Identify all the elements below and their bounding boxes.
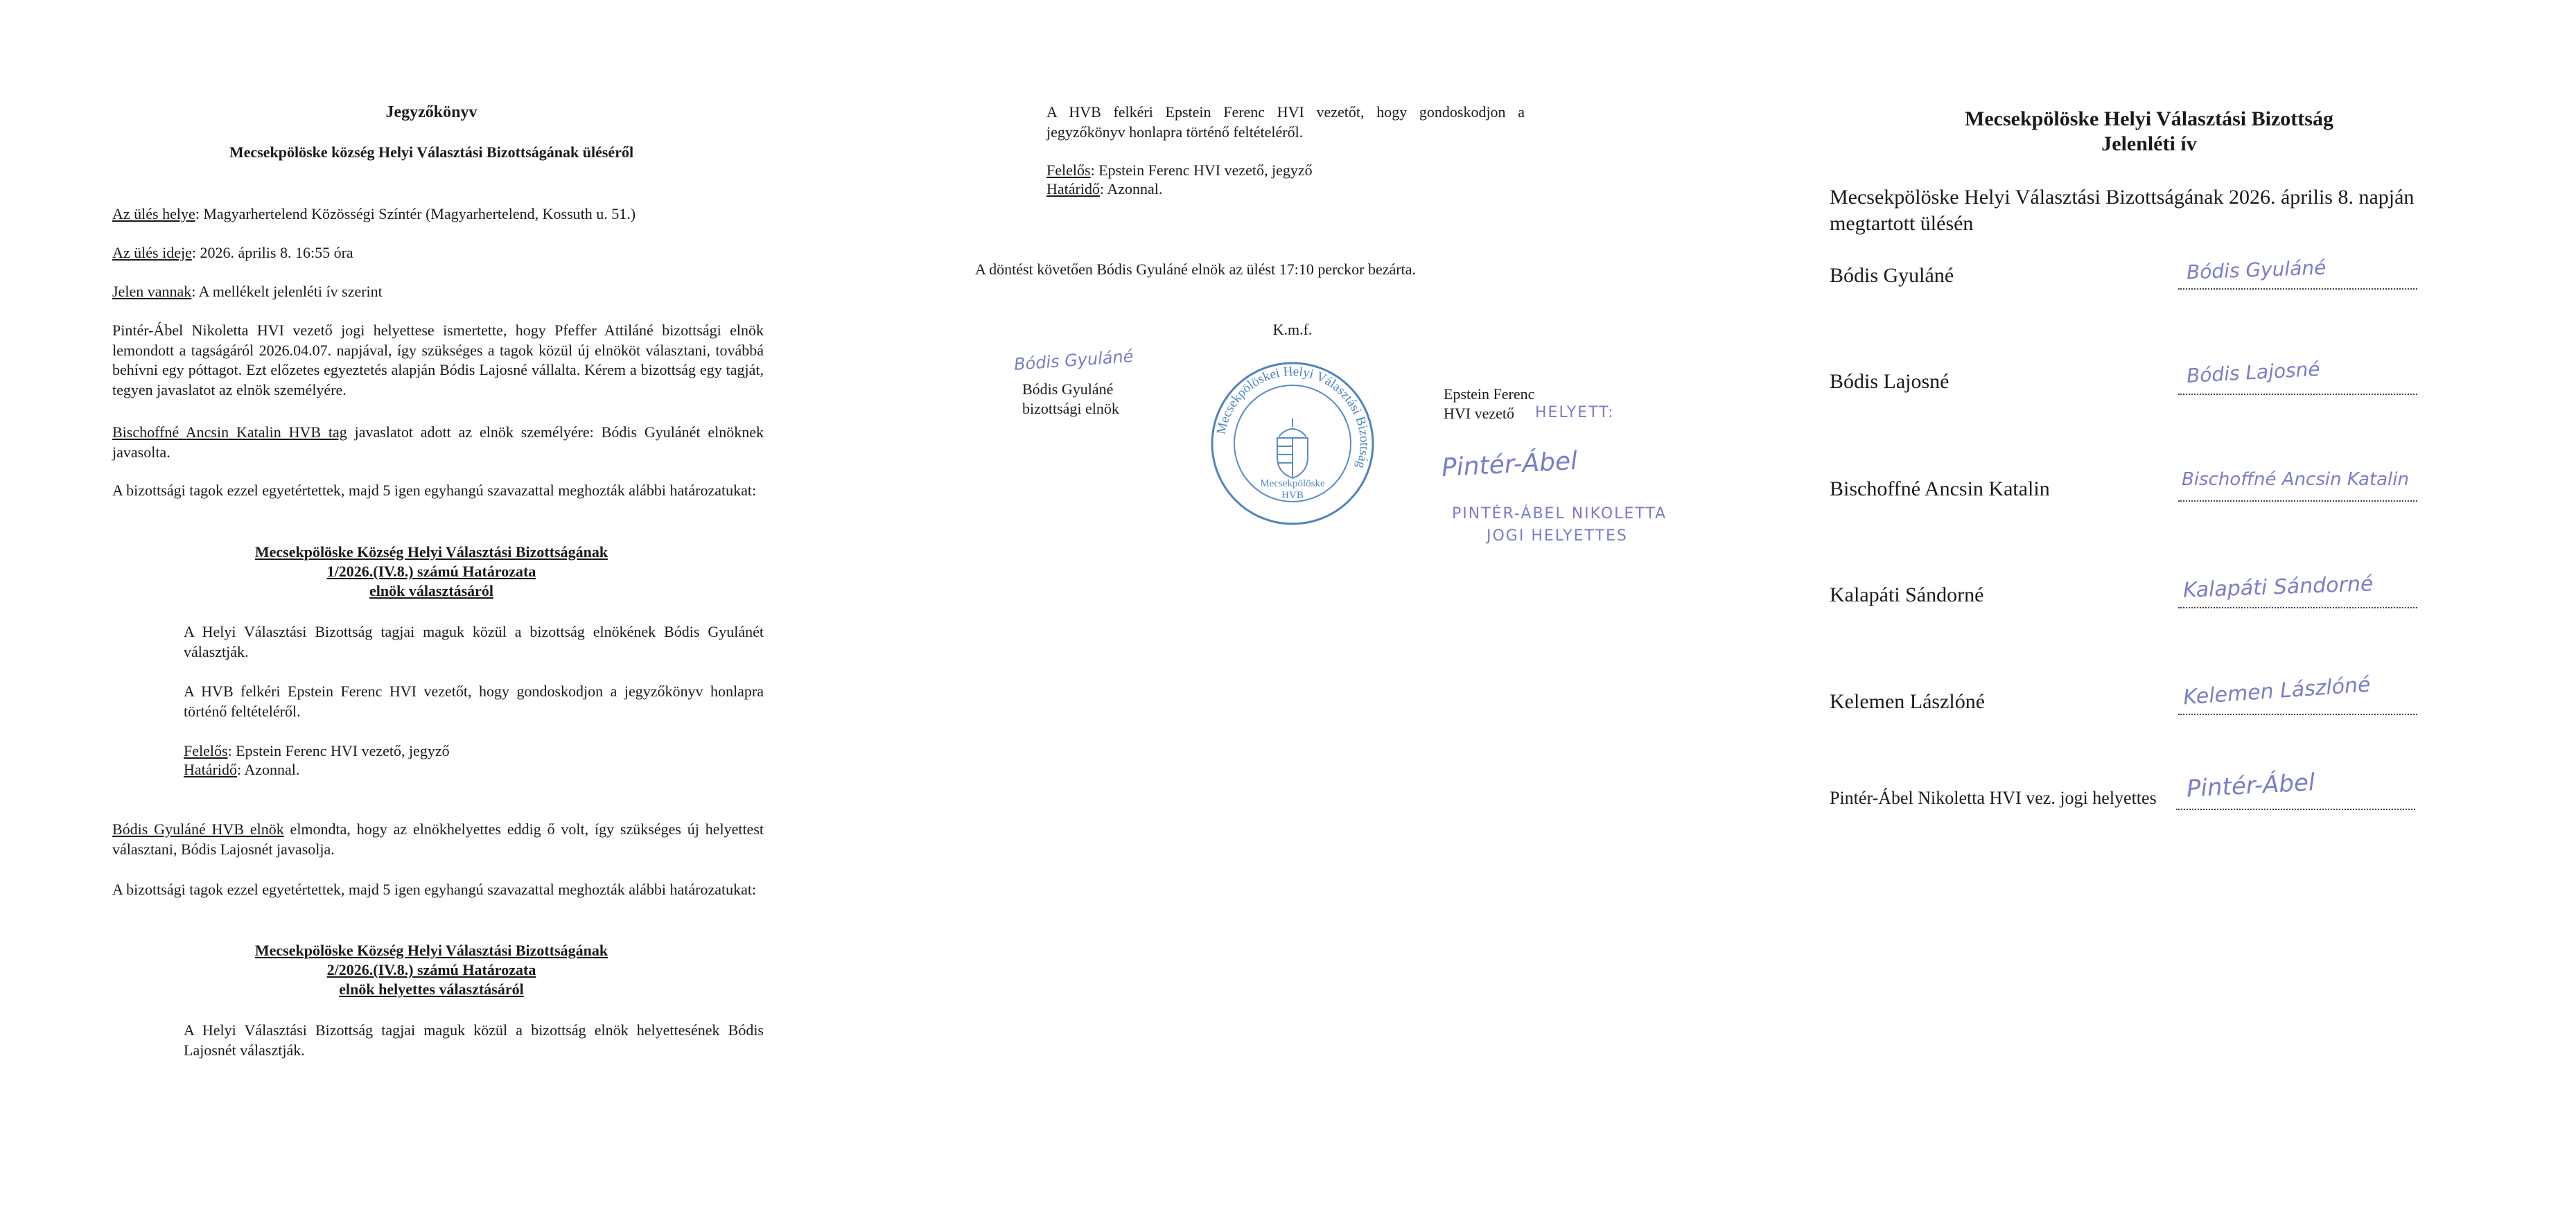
time-value: : 2026. április 8. 16:55 óra xyxy=(191,244,353,261)
document-title: Jegyzőkönyv xyxy=(385,103,477,121)
deadline-value: : Azonnal. xyxy=(236,761,300,778)
attendee-name: Kalapáti Sándorné xyxy=(1830,583,1984,606)
signature-line xyxy=(2178,607,2417,608)
paragraph-intro: Pintér-Ábel Nikoletta HVI vezető jogi helyettese ismertette, hogy Pfeffer Attiláné bizottsági elnök lemondott a tagságáról 2026.04.07. napjával, így szükséges a tagok közül új elnököt választani, továbbá behívni egy póttagot. Ezt előzetes egyeztetés alapján Bódis Lajosné vállalta. Kérem a bizottság egy tagját, tegyen javaslatot az elnök személyére. xyxy=(112,322,764,398)
attendee-name: Bódis Lajosné xyxy=(1830,370,1949,393)
attendee-signature: Bischoffné Ancsin Katalin xyxy=(2182,469,2409,490)
attendee-signature: Pintér-Ábel xyxy=(2186,768,2316,803)
resolution-2-text: A Helyi Választási Bizottság tagjai maguk közül a bizottság elnök helyettesének Bódis Lajosnét választják. xyxy=(184,1021,764,1059)
resolution-1-line-2: 1/2026.(IV.8.) számú Határozata xyxy=(326,563,536,580)
kmf-label: K.m.f. xyxy=(1272,321,1313,338)
paragraph-deputy xyxy=(112,820,764,859)
closing-statement: A döntést követően Bódis Gyuláné elnök az ülést 17:10 perckor bezárta. xyxy=(975,261,1416,278)
meeting-place xyxy=(112,204,636,225)
place-label: Az ülés helye xyxy=(112,205,195,222)
signer-1-name: Bódis Gyuláné xyxy=(1022,380,1114,398)
paragraph-vote-1: A bizottsági tagok ezzel egyetértettek, majd 5 igen egyhangú szavazattal meghozták alábbi határozatukat: xyxy=(112,482,757,499)
attendance-intro: Mecsekpölöske Helyi Választási Bizottságának 2026. április 8. napján megtartott ülésén xyxy=(1830,186,2415,236)
stamp-bottom-line-1: Mecsekpölöske xyxy=(1260,478,1325,489)
present-label: Jelen vannak xyxy=(112,283,192,300)
resolution-2-line-1: Mecsekpölöske Község Helyi Választási Bizottságának xyxy=(254,942,608,959)
attendee-name: Bódis Gyuláné xyxy=(1830,264,1954,287)
signature-line xyxy=(2178,288,2417,290)
signer-1-title: bizottsági elnök xyxy=(1022,400,1119,417)
proposer-label: Bischoffné Ancsin Katalin HVB tag xyxy=(112,423,347,441)
attendees-note xyxy=(112,282,383,302)
paragraph-vote-2: A bizottsági tagok ezzel egyetértettek, majd 5 igen egyhangú szavazattal meghozták alábbi határozatukat: xyxy=(112,881,757,898)
deputy-text: elmondta, hogy az elnökhelyettes eddig ő volt, így szükséges új helyettest választani, Bódis Lajosnét javasolja. xyxy=(112,820,764,858)
present-value: : A mellékelt jelenléti ív szerint xyxy=(191,283,383,300)
resolution-1-request: A HVB felkéri Epstein Ferenc HVI vezetőt, hogy gondoskodjon a jegyzőkönyv honlapra történő feltételéről. xyxy=(184,683,764,720)
signature-line xyxy=(2178,714,2417,715)
responsible-value: : Epstein Ferenc HVI vezető, jegyző xyxy=(227,742,450,759)
signature-line xyxy=(2178,500,2417,502)
responsible-label: Felelős xyxy=(1046,161,1091,179)
attendee-signature: Bódis Gyuláné xyxy=(2186,256,2327,284)
coat-of-arms-icon xyxy=(1277,419,1308,478)
hvb-stamp xyxy=(1209,360,1376,527)
proposal-text: javaslatot adott az elnök személyére: Bódis Gyulánét elnöknek javasolta. xyxy=(112,423,764,461)
deputy-printed-title: JOGI HELYETTES xyxy=(1487,527,1628,545)
attendee-signature: Bódis Lajosné xyxy=(2186,357,2321,388)
deputy-printed-name: PINTÉR-ÁBEL NIKOLETTA xyxy=(1452,505,1667,522)
deadline-line xyxy=(1046,179,1162,200)
resolution-1-line-3: elnök választásáról xyxy=(369,582,494,599)
resolution-1-line-1: Mecsekpölöske Község Helyi Választási Bizottságának xyxy=(254,543,608,561)
responsible-value: : Epstein Ferenc HVI vezető, jegyző xyxy=(1090,161,1313,179)
place-value: : Magyarhertelend Közösségi Színtér (Magyarhertelend, Kossuth u. 51.) xyxy=(195,205,636,222)
deadline-value: : Azonnal. xyxy=(1099,180,1163,197)
attendee-signature: Kalapáti Sándorné xyxy=(2182,572,2374,603)
attendance-title-line-1: Mecsekpölöske Helyi Választási Bizottság xyxy=(1965,107,2333,130)
request-paragraph: A HVB felkéri Epstein Ferenc HVI vezetőt, hogy gondoskodjon a jegyzőkönyv honlapra történő feltételéről. xyxy=(1046,103,1525,141)
attendee-name: Pintér-Ábel Nikoletta HVI vez. jogi helyettes xyxy=(1830,788,2157,808)
resolution-1-responsible xyxy=(184,741,450,762)
attendee-name: Kelemen Lászlóné xyxy=(1830,690,1986,713)
attendee-name: Bischoffné Ancsin Katalin xyxy=(1830,477,2050,500)
resolution-1-deadline xyxy=(184,760,299,780)
paragraph-proposal xyxy=(112,423,764,462)
signature-line xyxy=(2178,394,2417,395)
resolution-2-line-3: elnök helyettes választásáról xyxy=(339,980,524,998)
responsible-line xyxy=(1046,161,1313,181)
deputy-signature: Pintér-Ábel xyxy=(1441,446,1579,483)
signature-line xyxy=(2176,809,2415,810)
responsible-label: Felelős xyxy=(184,742,228,759)
signer-2-title: HVI vezető xyxy=(1444,405,1515,422)
resolution-1-text: A Helyi Választási Bizottság tagjai maguk közül a bizottság elnökének Bódis Gyulánét választják. xyxy=(184,623,764,660)
stamp-ring-text: Mecsekpölöskei Helyi Választási Bizottság xyxy=(1213,364,1372,470)
attendee-signature: Kelemen Lászlóné xyxy=(2182,672,2372,710)
page-1 xyxy=(0,0,863,1214)
stamp-bottom-line-2: HVB xyxy=(1281,490,1304,501)
chair-label: Bódis Gyuláné HVB elnök xyxy=(112,820,284,838)
chair-signature: Bódis Gyuláné xyxy=(1013,346,1134,374)
document-subtitle: Mecsekpölöske község Helyi Választási Bizottságának üléséről xyxy=(229,143,634,161)
meeting-time xyxy=(112,243,353,263)
page-3 xyxy=(1722,0,2576,1214)
page-2 xyxy=(863,0,1722,1214)
signer-2-name: Epstein Ferenc xyxy=(1444,385,1535,403)
deadline-label: Határidő xyxy=(184,761,237,778)
signer-2-note: HELYETT: xyxy=(1535,404,1615,421)
deadline-label: Határidő xyxy=(1046,180,1100,197)
attendance-title-line-2: Jelenléti ív xyxy=(2101,132,2197,155)
time-label: Az ülés ideje xyxy=(112,244,192,261)
resolution-2-line-2: 2/2026.(IV.8.) számú Határozata xyxy=(326,961,536,978)
